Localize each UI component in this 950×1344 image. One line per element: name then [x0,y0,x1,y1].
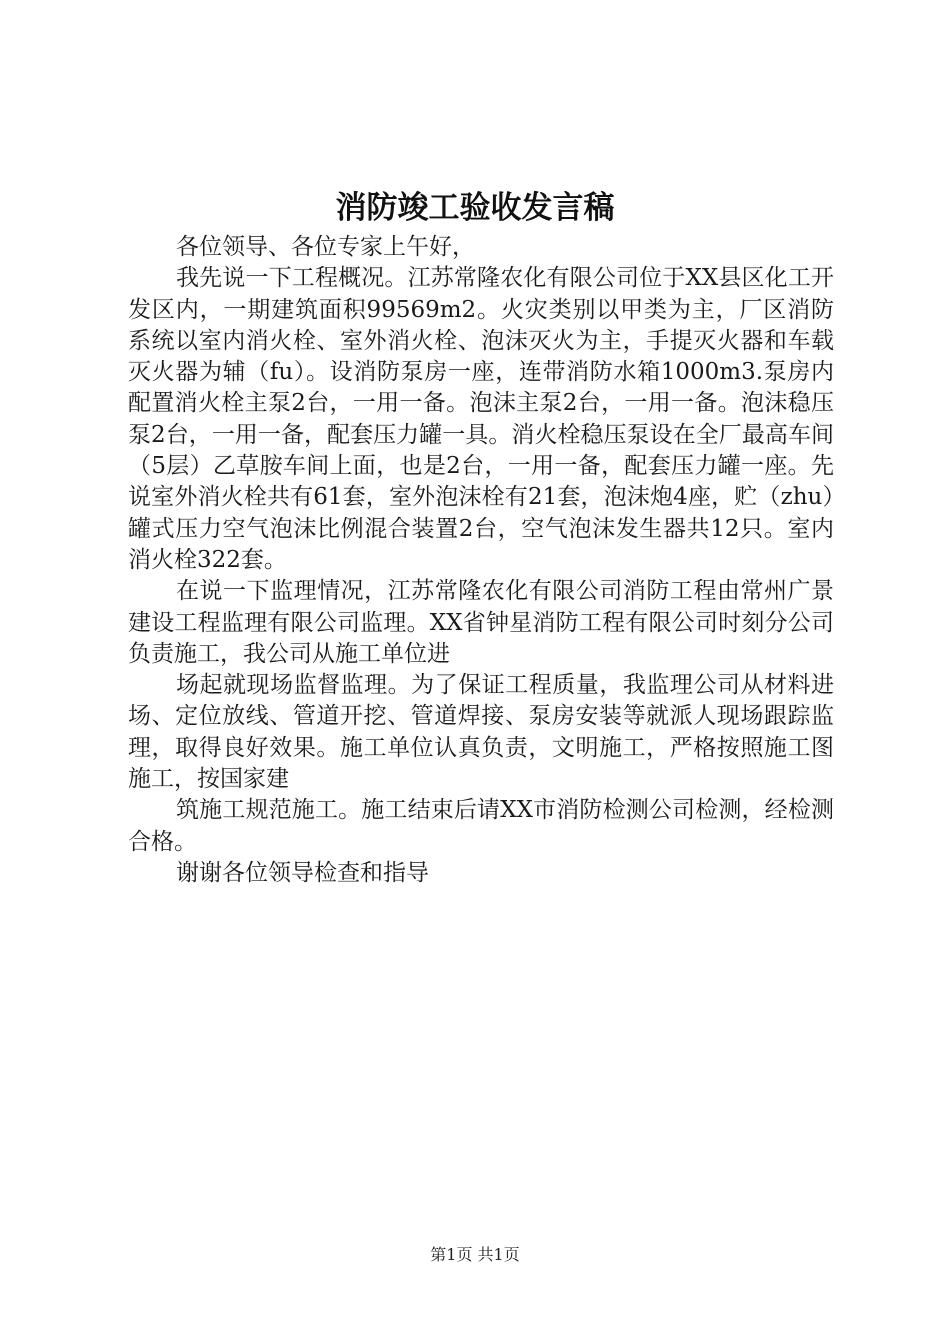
document-body [128,232,834,889]
paragraph-inspection-result: 筑施工规范施工。施工结束后请XX市消防检测公司检测，经检测合格。 [128,797,834,855]
paragraph-closing: 谢谢各位领导检查和指导 [176,859,429,886]
paragraph-greeting: 各位领导、各位专家上午好， [176,234,475,260]
page-number-footer: 第1页 共1页 [430,1245,520,1264]
paragraph-project-overview: 我先说一下工程概况。江苏常隆农化有限公司位于XX县区化工开发区内，一期建筑面积99569m2。火灾类别以甲类为主，厂区消防系统以室内消火栓、室外消火栓、泡沫灭火为主，手提灭火器和车载灭火器为辅（fu）。设消防泵房一座，连带消防水箱1000m3.泵房内配置消火栓主泵2台，一用一备。泡沫主泵2台，一用一备。泡沫稳压泵2台，一用一备，配套压力罐一具。消火栓稳压泵设在全厂最高车间（5层）乙草胺车间上面，也是2台，一用一备，配套压力罐一座。先说室外消火栓共有61套，室外泡沫栓有21套，泡沫炮4座，贮（zhu）罐式压力空气泡沫比例混合装置2台，空气泡沫发生器共12只。室内消火栓322套。 [128,265,834,573]
paragraph-supervision: 在说一下监理情况，江苏常隆农化有限公司消防工程由常州广景建设工程监理有限公司监理。XX省钟星消防工程有限公司时刻分公司负责施工，我公司从施工单位进 [128,578,834,667]
document-title: 消防竣工验收发言稿 [335,190,615,226]
paragraph-supervision-continued: 场起就现场监督监理。为了保证工程质量，我监理公司从材料进场、定位放线、管道开挖、管道焊接、泵房安装等就派人现场跟踪监理，取得良好效果。施工单位认真负责，文明施工，严格按照施工图施工，按国家建 [128,672,834,793]
